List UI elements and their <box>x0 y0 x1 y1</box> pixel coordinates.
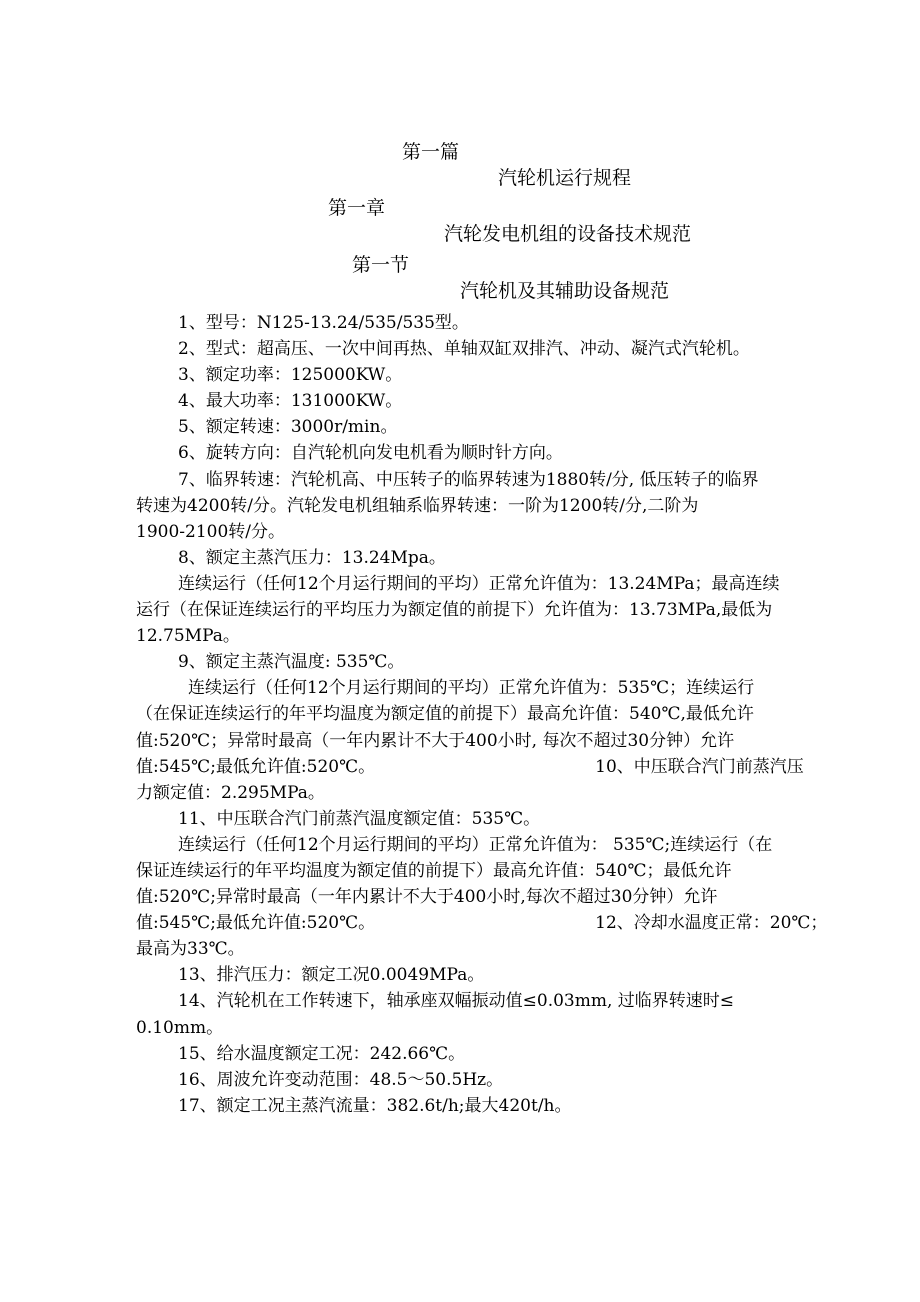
spec-item-12: 12、冷却水温度正常：20℃； <box>595 913 828 934</box>
part-number: 第一篇 <box>402 141 460 163</box>
spec-item-7: 7、临界转速：汽轮机高、中压转子的临界转速为1880转/分, 低压转子的临界 <box>178 469 759 490</box>
part-title: 汽轮机运行规程 <box>498 167 632 189</box>
spec-item-4: 4、最大功率：131000KW。 <box>178 391 403 412</box>
spec-item-5: 5、额定转速：3000r/min。 <box>178 417 398 438</box>
spec-item-1: 1、型号：N125-13.24/535/535型。 <box>178 313 469 333</box>
spec-item-9: 9、额定主蒸汽温度: 535℃。 <box>178 652 405 673</box>
spec-item-9-detail-cont-1: （在保证连续运行的年平均温度为额定值的前提下）最高允许值：540℃,最低允许 <box>136 704 754 725</box>
spec-item-16: 16、周波允许变动范围：48.5～50.5Hz。 <box>178 1069 504 1090</box>
section-title: 汽轮机及其辅助设备规范 <box>460 280 670 302</box>
spec-item-11-detail-cont-2: 值:520℃;异常时最高（一年内累计不大于400小时,每次不超过30分钟）允许 <box>136 887 718 908</box>
spec-item-3: 3、额定功率：125000KW。 <box>178 365 403 386</box>
spec-item-10-cont: 力额定值：2.295MPa。 <box>136 782 325 803</box>
spec-item-14: 14、汽轮机在工作转速下，轴承座双幅振动值≤0.03mm, 过临界转速时≤ <box>178 991 735 1012</box>
spec-item-9-detail-cont-2: 值:520℃；异常时最高（一年内累计不大于400小时, 每次不超过30分钟）允许 <box>136 730 735 751</box>
spec-item-7-cont-1: 转速为4200转/分。汽轮发电机组轴系临界转速：一阶为1200转/分,二阶为 <box>136 495 699 516</box>
spec-item-11-detail: 连续运行（任何12个月运行期间的平均）正常允许值为： 535℃;连续运行（在 <box>178 834 773 855</box>
spec-item-9-detail-cont-3 <box>136 754 920 780</box>
spec-item-8: 8、额定主蒸汽压力：13.24Mpa。 <box>178 547 446 568</box>
spec-item-11-detail-cont-1: 保证连续运行的年平均温度为额定值的前提下）最高允许值：540℃；最低允许 <box>136 860 732 881</box>
chapter-title: 汽轮发电机组的设备技术规范 <box>444 223 692 245</box>
spec-item-14-cont: 0.10mm。 <box>136 1017 224 1038</box>
spec-list <box>136 310 920 1119</box>
spec-item-8-detail: 连续运行（任何12个月运行期间的平均）正常允许值为：13.24MPa；最高连续 <box>178 573 780 594</box>
spec-item-2: 2、型式：超高压、一次中间再热、单轴双缸双排汽、冲动、凝汽式汽轮机。 <box>178 339 750 360</box>
spec-item-15: 15、给水温度额定工况：242.66℃。 <box>178 1043 466 1064</box>
spec-item-17: 17、额定工况主蒸汽流量：382.6t/h;最大420t/h。 <box>178 1095 572 1116</box>
spec-item-9-detail: 连续运行（任何12个月运行期间的平均）正常允许值为：535℃；连续运行 <box>188 678 755 699</box>
spec-item-11: 11、中压联合汽门前蒸汽温度额定值：535℃。 <box>178 808 541 829</box>
spec-item-6: 6、旋转方向：自汽轮机向发电机看为顺时针方向。 <box>178 443 563 464</box>
chapter-number: 第一章 <box>328 197 386 219</box>
section-number: 第一节 <box>352 254 410 276</box>
spec-item-7-cont-2: 1900-2100转/分。 <box>136 521 285 542</box>
spec-item-8-detail-cont-2: 12.75MPa。 <box>136 626 240 647</box>
spec-item-10: 10、中压联合汽门前蒸汽压 <box>595 756 804 777</box>
spec-item-11-detail-end: 值:545℃;最低允许值:520℃。 <box>136 913 376 934</box>
spec-item-12-cont: 最高为33℃。 <box>136 939 245 960</box>
spec-item-9-detail-end: 值:545℃;最低允许值:520℃。 <box>136 756 376 777</box>
spec-item-11-detail-cont-3 <box>136 910 920 936</box>
spec-item-8-detail-cont-1: 运行（在保证连续运行的平均压力为额定值的前提下）允许值为：13.73MPa,最低为 <box>136 600 773 621</box>
spec-item-13: 13、排汽压力：额定工况0.0049MPa。 <box>178 965 485 986</box>
